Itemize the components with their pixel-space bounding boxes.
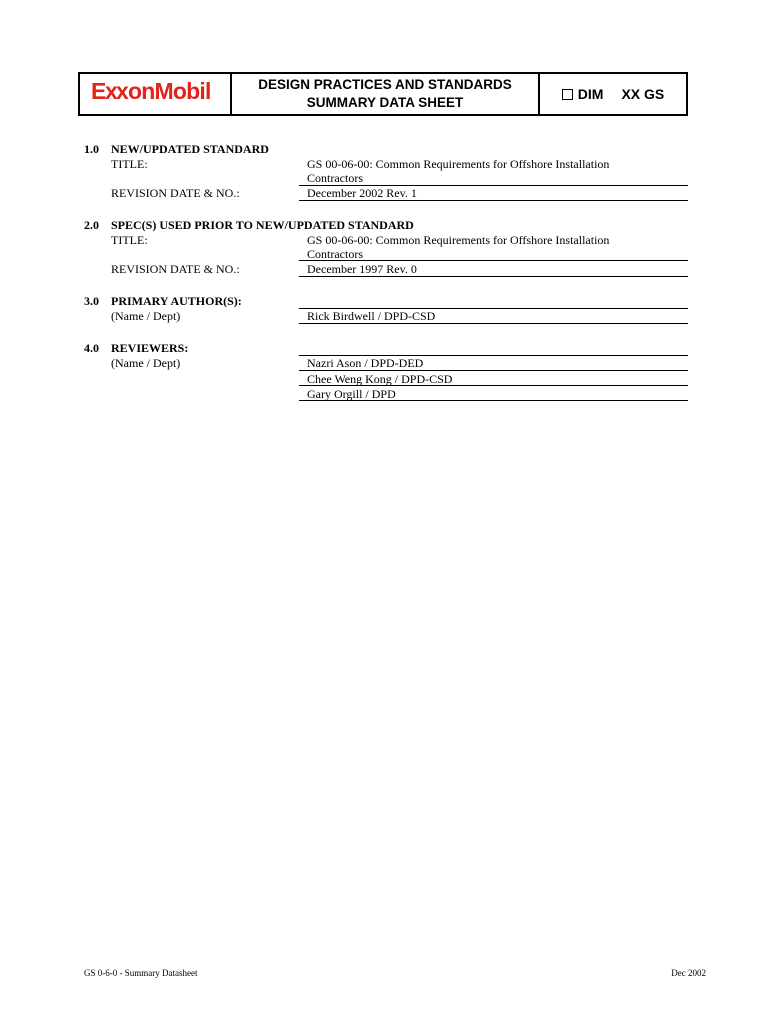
- section-1-heading: NEW/UPDATED STANDARD: [111, 142, 269, 156]
- svg-text:E: E: [91, 77, 106, 104]
- footer-left: GS 0-6-0 - Summary Datasheet: [84, 968, 198, 978]
- section-3-heading: PRIMARY AUTHOR(S):: [111, 294, 242, 308]
- svg-text:onMobil: onMobil: [128, 77, 211, 104]
- section-3-author: Rick Birdwell / DPD-CSD: [307, 309, 436, 323]
- code-value: XX GS: [621, 86, 665, 102]
- section-4-reviewer-3-rule: [299, 400, 688, 401]
- section-2-heading: SPEC(S) USED PRIOR TO NEW/UPDATED STANDARD: [111, 218, 414, 232]
- exxonmobil-logo-svg: [91, 78, 219, 104]
- header-code: [540, 74, 686, 114]
- section-4-reviewer-3: Gary Orgill / DPD: [307, 387, 396, 401]
- section-4-heading: REVIEWERS:: [111, 341, 189, 355]
- section-3-number: 3.0: [84, 294, 99, 308]
- section-2-revision-label: REVISION DATE & NO.:: [111, 262, 240, 276]
- section-2-revision-rule: [299, 276, 688, 277]
- svg-text:x: x: [105, 77, 117, 104]
- section-2-revision-value: December 1997 Rev. 0: [307, 262, 417, 276]
- section-1-number: 1.0: [84, 142, 99, 156]
- section-2-title-value-line1: GS 00-06-00: Common Requirements for Offshore Installation: [307, 233, 610, 247]
- logo-cell: [80, 74, 232, 114]
- section-1-title-label: TITLE:: [111, 157, 148, 171]
- dim-checkbox[interactable]: [562, 86, 604, 102]
- section-1-title-value-line2: Contractors: [307, 171, 363, 185]
- section-2-title-value-line2: Contractors: [307, 247, 363, 261]
- section-1-revision-label: REVISION DATE & NO.:: [111, 186, 240, 200]
- section-4-reviewer-1-rule: [299, 370, 688, 371]
- svg-text:x: x: [116, 77, 128, 104]
- header-title-line1: DESIGN PRACTICES AND STANDARDS: [258, 77, 512, 92]
- section-4-number: 4.0: [84, 341, 99, 355]
- section-4-name-label: (Name / Dept): [111, 356, 181, 370]
- header-title: [232, 74, 540, 114]
- section-2-number: 2.0: [84, 218, 99, 232]
- footer-right: Dec 2002: [671, 968, 706, 978]
- section-3-bottom-rule: [299, 323, 688, 324]
- section-2-title-label: TITLE:: [111, 233, 148, 247]
- section-2-title-rule: [299, 260, 688, 261]
- section-1-revision-rule: [299, 200, 688, 201]
- section-4-reviewer-2-rule: [299, 385, 688, 386]
- checkbox-icon: [562, 89, 573, 100]
- header-title-line2: SUMMARY DATA SHEET: [306, 95, 464, 110]
- section-4-reviewer-2: Chee Weng Kong / DPD-CSD: [307, 372, 453, 386]
- datasheet-header: [78, 72, 688, 116]
- section-1-revision-value: December 2002 Rev. 1: [307, 186, 417, 200]
- exxonmobil-logo: [91, 78, 219, 111]
- section-4-reviewer-1: Nazri Ason / DPD-DED: [307, 356, 424, 370]
- dim-label: DIM: [577, 86, 604, 102]
- section-1-title-value-line1: GS 00-06-00: Common Requirements for Offshore Installation: [307, 157, 610, 171]
- section-3-name-label: (Name / Dept): [111, 309, 181, 323]
